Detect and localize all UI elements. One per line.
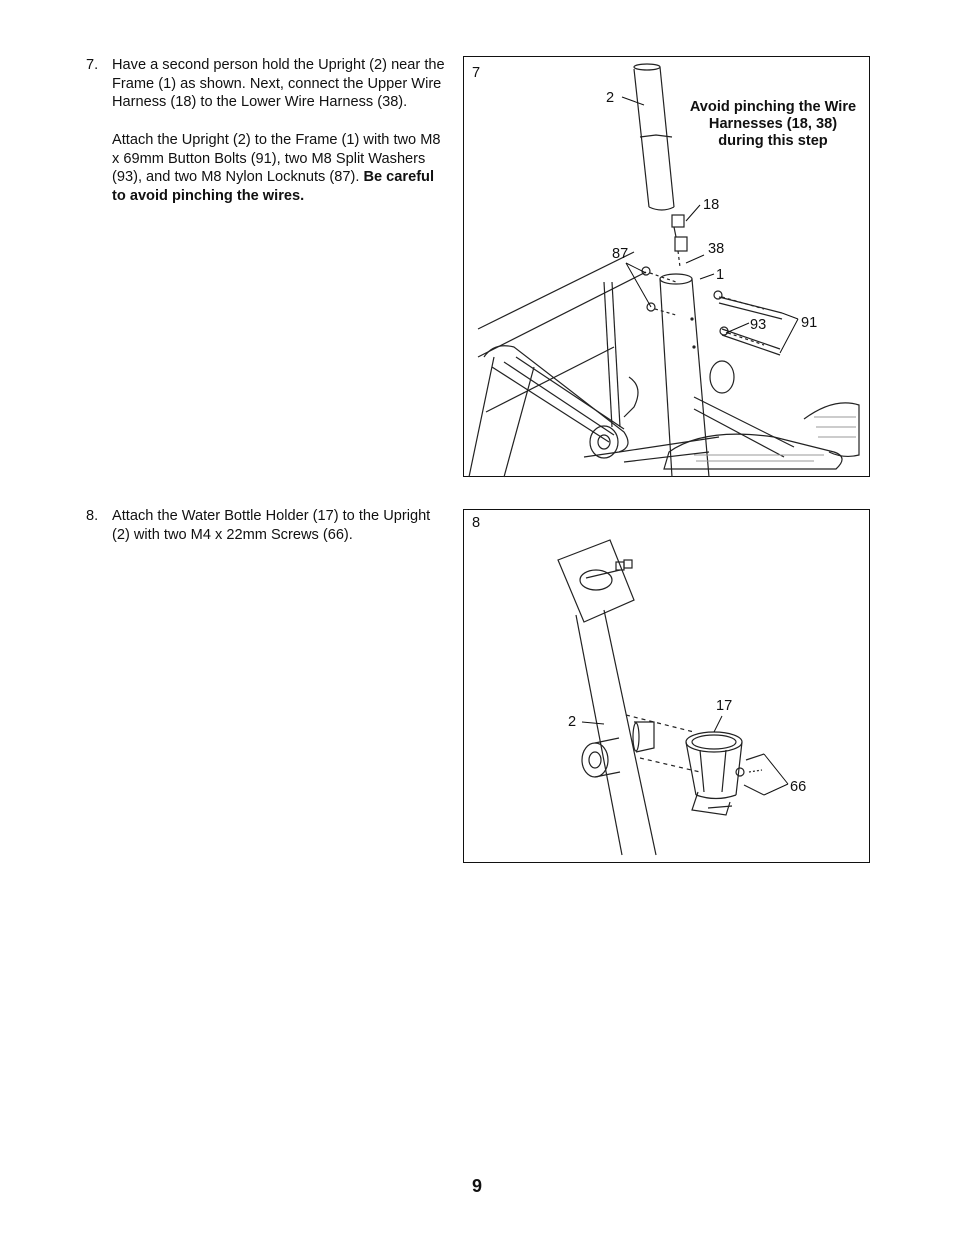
step-7-paragraph-2-text: Attach the Upright (2) to the Frame (1) with two M8 x 69mm Button Bolts (91), two M8 Split Washers (93), and two M8 Nylon Locknuts (87).	[112, 131, 441, 186]
figure-7-callout-91: 91	[801, 315, 818, 331]
figure-8-drawing	[464, 510, 871, 864]
figure-7-callout-87: 87	[612, 246, 629, 262]
figure-8-number: 8	[472, 515, 481, 531]
figure-7-number: 7	[472, 65, 481, 81]
step-7-paragraph-2	[112, 131, 446, 206]
figure-8-callout-17: 17	[716, 698, 733, 714]
figure-7-callout-18: 18	[703, 197, 720, 213]
figure-7	[463, 56, 870, 477]
figure-7-callout-2: 2	[606, 90, 615, 106]
figure-8	[463, 509, 870, 863]
step-7-caution: Be careful to avoid pinching the wires.	[112, 169, 435, 204]
figure-7-warning: Avoid pinching the Wire Harnesses (18, 38) during this step	[689, 99, 857, 149]
figure-7-callout-93: 93	[750, 317, 767, 333]
step-8-paragraph-1: Attach the Water Bottle Holder (17) to the Upright (2) with two M4 x 22mm Screws (66).	[112, 508, 431, 543]
figure-7-callout-1: 1	[716, 267, 725, 283]
step-8-instructions	[86, 507, 446, 544]
step-7-instructions	[86, 56, 446, 206]
page-number: 9	[471, 1176, 482, 1196]
figure-8-callout-66: 66	[790, 779, 807, 795]
step-number: 7.	[86, 57, 99, 73]
figure-8-callout-2: 2	[568, 714, 577, 730]
figure-7-callout-38: 38	[708, 241, 725, 257]
step-number: 8.	[86, 508, 99, 524]
step-7-paragraph-1: Have a second person hold the Upright (2) near the Frame (1) as shown. Next, connect the Upper Wire Harness (18) to the Lower Wire Harness (38).	[112, 57, 445, 111]
